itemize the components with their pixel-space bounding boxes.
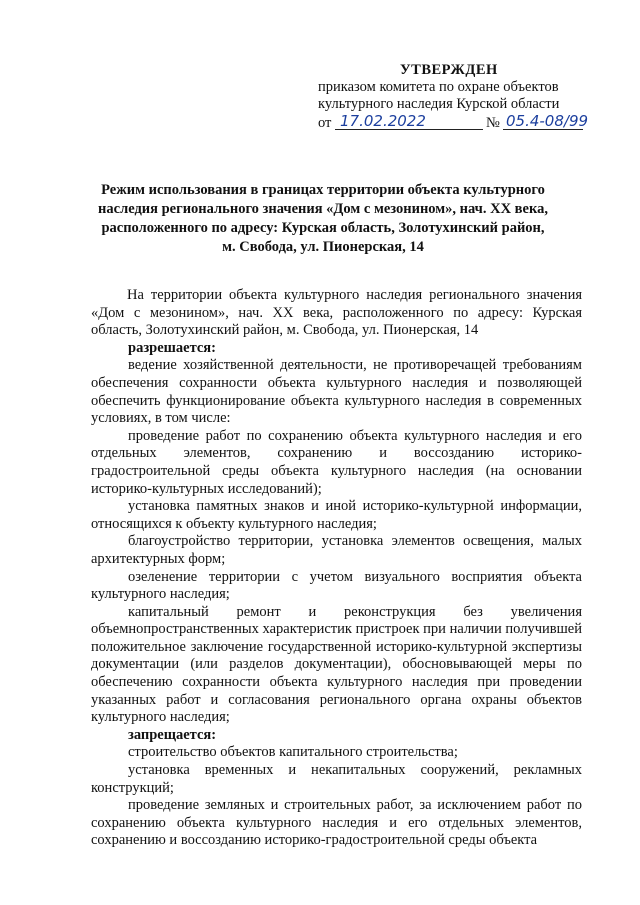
approval-line-1: приказом комитета по охране объектов <box>318 79 559 95</box>
handwritten-date: 17.02.2022 <box>340 112 426 130</box>
allowed-item: благоустройство территории, установка элементов освещения, малых архитектурных форм; <box>91 533 582 567</box>
document-body <box>91 287 582 850</box>
forbidden-heading: запрещается: <box>128 726 217 743</box>
approval-heading: УТВЕРЖДЕН <box>400 62 498 78</box>
allowed-item: установка памятных знаков и иной историко-культурной информации, относящихся к объекту культурного наследия; <box>91 498 582 532</box>
allowed-heading: разрешается: <box>128 339 216 356</box>
allowed-item: ведение хозяйственной деятельности, не противоречащей требованиям обеспечения сохранности объекта культурного наследия и позволяющей обеспечить функционирование объекта культурного наследия в современных условиях, в том числе: <box>91 357 582 427</box>
approval-block <box>318 62 618 135</box>
forbidden-item: проведение земляных и строительных работ, за исключением работ по сохранению объекта культурного наследия и его отдельных элементов, сохранению и воссозданию историко-градостроительной среды объекта <box>91 797 582 849</box>
document-title <box>70 181 576 257</box>
handwritten-number: 05.4-08/99 <box>506 112 589 130</box>
approval-line-2: культурного наследия Курской области <box>318 96 560 112</box>
allowed-item: озеленение территории с учетом визуального восприятия объекта культурного наследия; <box>91 568 582 603</box>
date-prefix: от <box>318 115 332 131</box>
allowed-item: капитальный ремонт и реконструкция без увеличения объемнопространственных характеристик пристроек при наличии получившей положительное заключение государственной историко-культурной экспертизы документации (или разделов документации), обосновывающей меры по обеспечению сохранности объекта культурного наследия при проведении указанных работ и согласования регионального органа охраны объектов культурного наследия; <box>91 603 582 726</box>
title-line-2: наследия регионального значения «Дом с мезонином», нач. XX века, <box>98 201 548 217</box>
forbidden-item: установка временных и некапитальных сооружений, рекламных конструкций; <box>91 762 582 796</box>
title-line-1: Режим использования в границах территории объекта культурного <box>101 182 545 198</box>
title-line-4: м. Свобода, ул. Пионерская, 14 <box>222 239 424 255</box>
order-date-number-line <box>318 113 618 135</box>
title-line-3: расположенного по адресу: Курская область, Золотухинский район, <box>101 220 545 236</box>
allowed-item: проведение работ по сохранению объекта культурного наследия и его отдельных элементов, сохранению и воссозданию историко-градостроительной среды объекта культурного наследия (на основании историко-культурных исследований); <box>91 427 582 497</box>
intro-paragraph: На территории объекта культурного наследия регионального значения «Дом с мезонином», нач. XX века, расположенного по адресу: Курская область, Золотухинский район, м. Свобода, ул. Пионерская, 14 <box>91 287 582 339</box>
number-prefix: № <box>486 115 500 131</box>
forbidden-item: строительство объектов капитального строительства; <box>128 744 458 761</box>
